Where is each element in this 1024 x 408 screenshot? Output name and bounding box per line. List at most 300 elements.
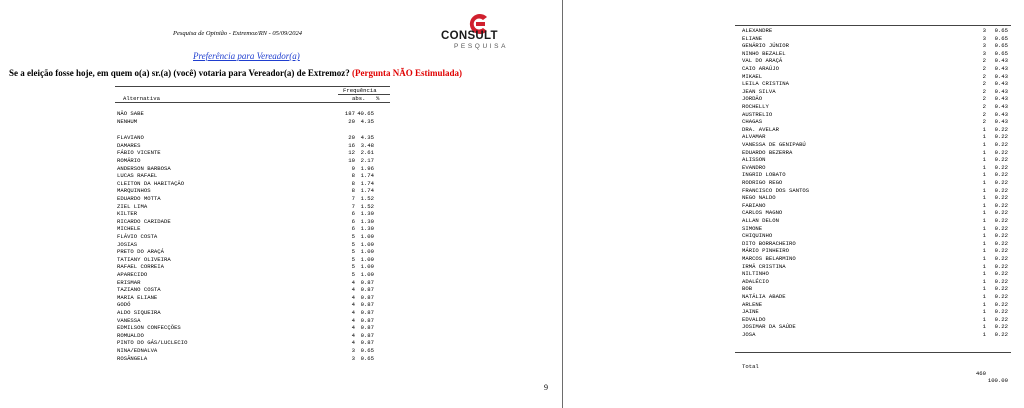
row-pct: 0.43 [994, 103, 1008, 110]
table-rule-total [735, 352, 1011, 353]
row-pct: 0.22 [994, 148, 1008, 156]
row-pct: 0.22 [994, 323, 1008, 331]
row-abs: 2 [982, 80, 986, 88]
header-pct: % [376, 95, 380, 102]
row-abs: 3 [982, 34, 986, 42]
row-pct: 0.22 [994, 217, 1008, 224]
row-pct: 0.22 [994, 141, 1008, 148]
row-alternative: ALVAMAR [742, 133, 766, 141]
row-alternative: DAMARES [117, 141, 141, 149]
table-row [117, 256, 397, 263]
table-row [117, 187, 397, 194]
document-page-right [566, 0, 1024, 408]
table-row [742, 301, 1022, 308]
table-rule-header [115, 102, 390, 103]
table-row [742, 293, 1022, 300]
table-row [117, 339, 397, 346]
row-abs: 3 [982, 27, 986, 34]
row-abs: 1 [982, 209, 986, 217]
row-abs: 1 [982, 293, 986, 300]
row-pct: 0.43 [994, 65, 1008, 72]
table-row [117, 225, 397, 232]
row-pct: 0.87 [360, 339, 374, 347]
table-row [742, 73, 1022, 80]
row-abs: 4 [351, 286, 355, 294]
row-pct: 40.65 [357, 110, 374, 117]
row-alternative: CLEITON DA HABITAÇÃO [117, 179, 185, 187]
table-row [117, 241, 397, 248]
row-pct: 1.30 [360, 210, 374, 218]
row-pct: 0.43 [994, 57, 1008, 65]
row-abs: 1 [982, 186, 986, 194]
table-row [742, 232, 1022, 239]
row-pct: 0.65 [994, 49, 1008, 57]
row-alternative: NENHUM [117, 117, 138, 125]
row-alternative: ARLENE [742, 300, 763, 308]
row-pct: 0.65 [360, 354, 374, 362]
row-abs: 2 [982, 118, 986, 126]
row-pct: 0.22 [994, 293, 1008, 300]
row-alternative: ROMÁRIO [117, 157, 141, 164]
row-abs: 2 [982, 95, 986, 103]
row-alternative: ALLAN DELON [742, 217, 779, 224]
row-pct: 0.65 [994, 27, 1008, 34]
table-row-total [742, 356, 1012, 384]
row-pct: 0.22 [994, 179, 1008, 186]
row-abs: 8 [351, 179, 355, 187]
table-row [742, 65, 1022, 72]
row-alternative: DRA. AVELAR [742, 125, 779, 133]
row-abs: 1 [982, 201, 986, 209]
row-alternative: MIKAEL [742, 72, 763, 80]
table-row [117, 355, 397, 362]
row-alternative: EDUARDO MOTTA [117, 195, 161, 202]
page-divider [562, 0, 563, 408]
row-pct: 2.61 [360, 149, 374, 157]
row-pct: 4.35 [360, 117, 374, 125]
row-abs: 3 [982, 49, 986, 57]
header-frequency: Frequência [343, 87, 377, 94]
row-abs: 1 [982, 277, 986, 285]
row-alternative: JEAN SILVA [742, 87, 776, 95]
row-abs: 3 [351, 347, 355, 354]
row-abs: 1 [982, 148, 986, 156]
row-alternative: FABIANO [742, 201, 766, 209]
row-alternative: JOSIAS [117, 240, 138, 248]
row-abs: 1 [982, 232, 986, 240]
row-abs: 4 [351, 316, 355, 324]
row-alternative: APARECIDO [117, 271, 148, 278]
row-pct: 1.74 [360, 179, 374, 187]
table-row [742, 202, 1022, 209]
row-abs: 1 [982, 247, 986, 255]
survey-header-title: Pesquisa de Opinião - Extremoz/RN - 05/09/2024 [173, 30, 303, 37]
row-alternative: AUSTRELIO [742, 110, 773, 118]
row-alternative: LEILA CRISTINA [742, 80, 789, 88]
row-alternative: ROMUALDO [117, 331, 144, 339]
row-pct: 1.09 [360, 233, 374, 240]
row-pct: 0.22 [994, 331, 1008, 338]
row-abs: 1 [982, 323, 986, 331]
row-pct: 0.87 [360, 331, 374, 339]
table-row [742, 247, 1022, 254]
row-pct: 3.48 [360, 141, 374, 149]
table-row [742, 285, 1022, 292]
row-pct: 0.22 [994, 133, 1008, 141]
table-row [742, 331, 1022, 338]
row-alternative: NEGO NALDO [742, 194, 776, 202]
row-abs: 5 [351, 271, 355, 278]
table-row [117, 172, 397, 179]
row-abs: 1 [982, 255, 986, 262]
row-alternative: INGRID LOBATO [742, 171, 786, 179]
row-pct: 0.22 [994, 262, 1008, 270]
table-row [117, 134, 397, 141]
row-alternative: ANDERSON BARBOSA [117, 164, 171, 172]
table-row [117, 301, 397, 308]
row-alternative: PINTO DO GÁS/LUCLECIO [117, 339, 188, 347]
table-row [742, 308, 1022, 315]
row-abs: 1 [982, 179, 986, 186]
table-row [742, 57, 1022, 64]
row-alternative: VAL DO ARAÇÁ [742, 57, 783, 65]
table-row [117, 165, 397, 172]
row-alternative: JAINE [742, 308, 759, 316]
row-pct: 1.52 [360, 202, 374, 210]
table-row [742, 164, 1022, 171]
table-row [742, 187, 1022, 194]
row-alternative: CHIQUINHO [742, 232, 773, 240]
row-alternative: GENÁRIO JÚNIOR [742, 42, 789, 50]
table-row [117, 286, 397, 293]
row-pct: 1.74 [360, 187, 374, 195]
table-row [742, 316, 1022, 323]
row-abs: 5 [351, 263, 355, 271]
table-row [742, 323, 1022, 330]
total-abs: 460 [975, 370, 986, 377]
logo-wordmark: CONSULT [441, 30, 498, 42]
row-alternative: CAIO ARAÚJO [742, 65, 779, 72]
row-abs: 20 [348, 117, 355, 125]
row-pct: 1.96 [360, 164, 374, 172]
row-pct: 1.09 [360, 255, 374, 263]
row-alternative: IRMÃ CRISTINA [742, 262, 786, 270]
row-alternative: MÁRIO PINHEIRO [742, 247, 789, 255]
table-row [742, 270, 1022, 277]
row-abs: 5 [351, 255, 355, 263]
question-text: Se a eleição fosse hoje, em quem o(a) sr.(a) (você) votaria para Vereador(a) de Extremoz? [9, 68, 350, 78]
table-row [742, 240, 1022, 247]
row-abs: 3 [351, 354, 355, 362]
row-abs: 2 [982, 110, 986, 118]
row-pct: 0.43 [994, 95, 1008, 103]
row-alternative: LUCAS RAFAEL [117, 172, 158, 180]
row-pct: 1.30 [360, 225, 374, 233]
row-pct: 0.65 [994, 34, 1008, 42]
table-row [117, 248, 397, 255]
row-abs: 12 [348, 149, 355, 157]
row-abs: 1 [982, 331, 986, 338]
total-pct: 100.00 [987, 377, 1008, 384]
table-row [117, 180, 397, 187]
row-pct: 0.22 [994, 255, 1008, 262]
row-abs: 10 [348, 157, 355, 164]
row-alternative: ZIEL LIMA [117, 202, 148, 210]
row-abs: 5 [351, 240, 355, 248]
table-row [117, 203, 397, 210]
table-rule-top-right [735, 25, 1011, 26]
row-abs: 6 [351, 210, 355, 218]
row-pct: 0.22 [994, 194, 1008, 202]
row-abs: 4 [351, 331, 355, 339]
header-abs: abs. [352, 95, 366, 102]
row-pct: 0.22 [994, 247, 1008, 255]
row-alternative: ADALÉCIO [742, 277, 769, 285]
row-abs: 2 [982, 72, 986, 80]
row-abs: 1 [982, 285, 986, 293]
row-alternative: JORDÃO [742, 95, 763, 103]
row-alternative: MICHELE [117, 225, 141, 233]
row-alternative: ALDO SIQUEIRA [117, 309, 161, 316]
row-pct: 4.35 [360, 134, 374, 142]
table-row [117, 347, 397, 354]
row-abs: 1 [982, 141, 986, 148]
row-abs: 1 [982, 262, 986, 270]
row-abs: 6 [351, 217, 355, 225]
row-alternative: NÃO SABE [117, 110, 144, 117]
row-abs: 4 [351, 324, 355, 332]
row-pct: 0.43 [994, 72, 1008, 80]
row-alternative: FLAVIANO [117, 134, 144, 142]
row-alternative: FRANCISCO DOS SANTOS [742, 186, 810, 194]
row-pct: 0.43 [994, 118, 1008, 126]
row-abs: 5 [351, 248, 355, 256]
row-alternative: NINA/EDNALVA [117, 347, 158, 354]
table-row [742, 42, 1022, 49]
table-row [742, 149, 1022, 156]
row-pct: 1.09 [360, 240, 374, 248]
row-abs: 1 [982, 156, 986, 164]
row-pct: 0.22 [994, 285, 1008, 293]
table-row [117, 218, 397, 225]
row-abs: 4 [351, 309, 355, 316]
table-row [117, 210, 397, 217]
row-pct: 0.22 [994, 224, 1008, 232]
row-abs: 1 [982, 300, 986, 308]
table-row [117, 149, 397, 156]
row-alternative: TAZIANO COSTA [117, 286, 161, 294]
row-alternative: EDUARDO BEZERRA [742, 148, 793, 156]
logo-subtitle: PESQUISA [454, 43, 509, 50]
row-pct: 1.09 [360, 263, 374, 271]
row-alternative: CARLOS MAGNO [742, 209, 783, 217]
table-row [742, 27, 1022, 34]
row-alternative: EDMILSON CONFECÇÕES [117, 324, 181, 332]
row-alternative: RAFAEL CORREIA [117, 263, 164, 271]
row-alternative: RICARDO CARIDADE [117, 217, 171, 225]
row-pct: 1.74 [360, 172, 374, 180]
table-row [742, 141, 1022, 148]
row-alternative: ROSÂNGELA [117, 354, 148, 362]
row-abs: 1 [982, 133, 986, 141]
table-row [742, 278, 1022, 285]
table-row [117, 332, 397, 339]
row-pct: 0.22 [994, 201, 1008, 209]
row-pct: 2.17 [360, 157, 374, 164]
row-alternative: MARIA ELIANE [117, 293, 158, 301]
row-pct: 0.43 [994, 80, 1008, 88]
table-row [742, 50, 1022, 57]
row-alternative: TATIANY OLIVEIRA [117, 255, 171, 263]
question-note: (Pergunta NÃO Estimulada) [352, 68, 463, 78]
row-abs: 9 [351, 164, 355, 172]
row-abs: 4 [351, 278, 355, 286]
row-abs: 7 [351, 202, 355, 210]
row-abs: 2 [982, 87, 986, 95]
row-alternative: JOSA [742, 331, 756, 338]
row-alternative: JOSIMAR DA SAÚDE [742, 323, 796, 331]
row-pct: 0.22 [994, 308, 1008, 316]
row-pct: 0.87 [360, 278, 374, 286]
table-row [742, 103, 1022, 110]
row-abs: 2 [982, 57, 986, 65]
row-alternative: BOB [742, 285, 753, 293]
table-row [742, 133, 1022, 140]
table-row [742, 35, 1022, 42]
row-alternative: NATÁLIA ABADE [742, 293, 786, 300]
row-alternative: ROCHELLY [742, 103, 769, 110]
row-abs: 4 [351, 301, 355, 309]
row-abs: 1 [982, 224, 986, 232]
table-row [742, 217, 1022, 224]
row-abs: 3 [982, 42, 986, 50]
row-pct: 0.87 [360, 293, 374, 301]
table-row [117, 279, 397, 286]
header-alternative: Alternativa [123, 95, 160, 102]
row-abs: 187 [344, 110, 355, 117]
row-abs: 8 [351, 187, 355, 195]
row-abs: 1 [982, 171, 986, 179]
row-pct: 0.22 [994, 270, 1008, 278]
row-alternative: DITO BORRACHEIRO [742, 239, 796, 247]
table-row [117, 118, 397, 125]
table-row [742, 179, 1022, 186]
row-pct: 0.43 [994, 110, 1008, 118]
total-label: Total [742, 363, 759, 370]
row-alternative: ALEXANDRE [742, 27, 773, 34]
row-alternative: SIMONE [742, 224, 763, 232]
row-pct: 0.22 [994, 300, 1008, 308]
row-alternative: CHAGAS [742, 118, 763, 126]
row-pct: 0.22 [994, 239, 1008, 247]
row-alternative: EVANDRO [742, 163, 766, 171]
row-alternative: MARQUINHOS [117, 187, 151, 195]
row-alternative: RODRIGO REGO [742, 179, 783, 186]
row-abs: 5 [351, 233, 355, 240]
table-row [742, 171, 1022, 178]
row-alternative: FÁBIO VICENTE [117, 149, 161, 157]
table-row [117, 317, 397, 324]
section-title-link[interactable]: Preferência para Vereador(a) [193, 51, 300, 61]
row-pct: 0.87 [360, 324, 374, 332]
survey-question [9, 68, 462, 78]
row-pct: 0.22 [994, 156, 1008, 164]
table-row [742, 194, 1022, 201]
table-row [742, 126, 1022, 133]
table-row [742, 95, 1022, 102]
table-row [742, 88, 1022, 95]
row-abs: 20 [348, 134, 355, 142]
row-pct: 1.09 [360, 271, 374, 278]
row-pct: 0.22 [994, 315, 1008, 323]
row-alternative: MARCOS BELARMINO [742, 255, 796, 262]
row-alternative: FLÁVIO COSTA [117, 233, 158, 240]
table-row [742, 80, 1022, 87]
row-alternative: NINHO BEZALEL [742, 49, 786, 57]
row-alternative: KILTER [117, 210, 138, 218]
table-row [742, 156, 1022, 163]
table-row [742, 209, 1022, 216]
table-row [117, 294, 397, 301]
row-abs: 16 [348, 141, 355, 149]
table-row [742, 118, 1022, 125]
table-row [742, 255, 1022, 262]
row-pct: 1.52 [360, 195, 374, 202]
table-row [117, 233, 397, 240]
row-pct: 1.09 [360, 248, 374, 256]
row-alternative: ELIANE [742, 34, 763, 42]
row-abs: 1 [982, 308, 986, 316]
row-alternative: EDVALDO [742, 315, 766, 323]
row-pct: 0.22 [994, 163, 1008, 171]
row-alternative: ALISSON [742, 156, 766, 164]
row-alternative: PRETO DO ARAÇÁ [117, 248, 164, 256]
table-row [117, 110, 397, 117]
row-abs: 6 [351, 225, 355, 233]
table-row [117, 195, 397, 202]
row-pct: 0.43 [994, 87, 1008, 95]
row-abs: 2 [982, 103, 986, 110]
table-row [117, 157, 397, 164]
row-abs: 4 [351, 293, 355, 301]
row-pct: 0.65 [360, 347, 374, 354]
row-pct: 0.65 [994, 42, 1008, 50]
table-row [742, 225, 1022, 232]
row-pct: 0.22 [994, 209, 1008, 217]
row-abs: 4 [351, 339, 355, 347]
row-pct: 0.22 [994, 232, 1008, 240]
table-row [742, 111, 1022, 118]
row-abs: 1 [982, 315, 986, 323]
row-abs: 8 [351, 172, 355, 180]
row-pct: 0.22 [994, 125, 1008, 133]
table-row [117, 309, 397, 316]
row-alternative: NILTINHO [742, 270, 769, 278]
row-abs: 2 [982, 65, 986, 72]
table-row [117, 142, 397, 149]
row-pct: 0.87 [360, 301, 374, 309]
row-abs: 1 [982, 270, 986, 278]
row-alternative: ERISMAR [117, 278, 141, 286]
row-alternative: GODÓ [117, 301, 131, 309]
row-alternative: VANESSA [117, 316, 141, 324]
table-row [117, 271, 397, 278]
page-number: 9 [544, 383, 548, 392]
table-row [117, 263, 397, 270]
row-alternative: VANESSA DE GENIPABÚ [742, 141, 806, 148]
row-abs: 7 [351, 195, 355, 202]
row-abs: 1 [982, 194, 986, 202]
